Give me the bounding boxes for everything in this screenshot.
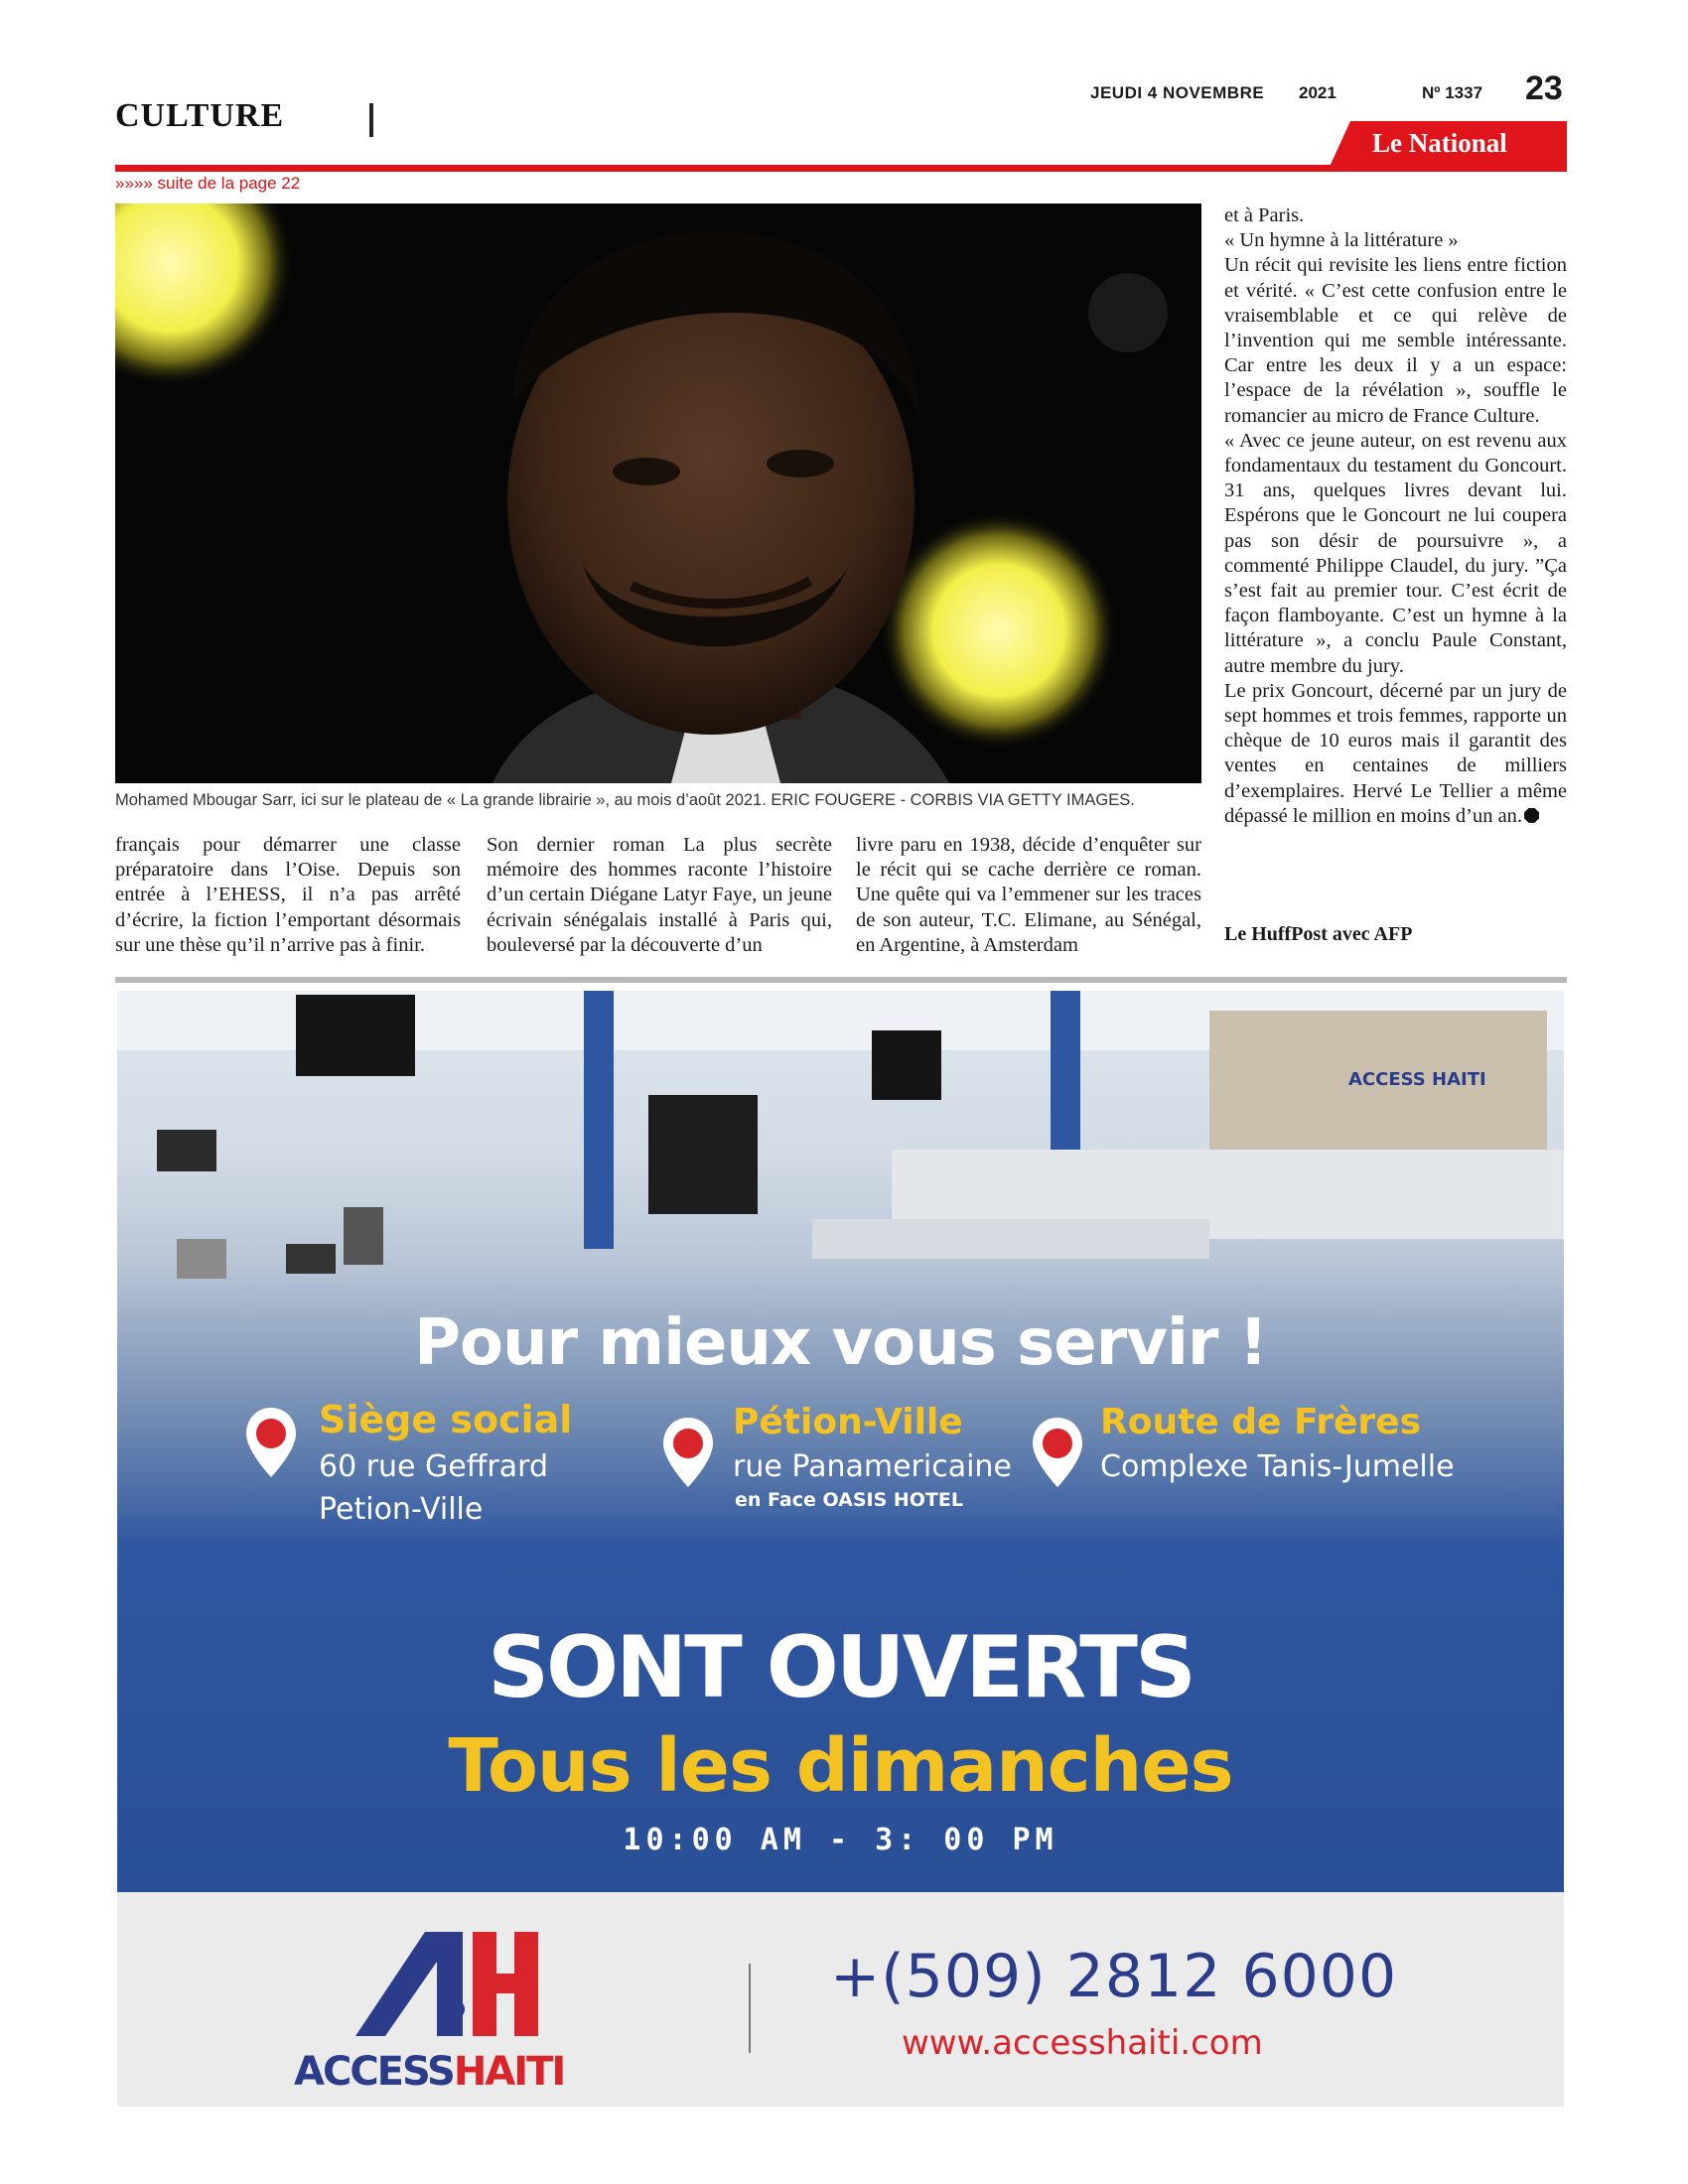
end-of-article-icon [1524, 808, 1539, 823]
ad-divider [749, 1964, 751, 2053]
logo-haiti-text: HAITI [453, 2049, 565, 2095]
location-landmark: en Face OASIS HOTEL [735, 1489, 963, 1511]
photo-caption: Mohamed Mbougar Sarr, ici sur le plateau de « La grande librairie », au mois d’août 2021. ERIC FOUGERE - CORBIS VIA GETTY IMAGES. [115, 791, 1135, 809]
portrait-illustration [115, 204, 1201, 783]
header-rule [115, 165, 1567, 172]
location-title: Route de Frères [1100, 1402, 1422, 1442]
article-byline: Le HuffPost avec AFP [1224, 923, 1413, 945]
ad-days-text: Tous les dimanches [448, 1723, 1233, 1809]
paper-name: Le National [1372, 128, 1507, 158]
continued-from-label: »»»» suite de la page 22 [115, 174, 301, 193]
location-pin-icon [1031, 1416, 1084, 1489]
issue-date: JEUDI 4 NOVEMBRE [1090, 83, 1265, 102]
article-photo [115, 204, 1201, 783]
article-paragraph [1224, 679, 1567, 829]
location-pin-icon [244, 1406, 298, 1479]
access-haiti-logo-icon [346, 1922, 544, 2041]
ad-open-text: SONT OUVERTS [488, 1618, 1194, 1717]
article-column-3 [856, 833, 1201, 958]
location-title: Siège social [319, 1398, 573, 1441]
ad-hours-text: 10:00 AM - 3: 00 PM [623, 1823, 1058, 1857]
ad-phone-number[interactable]: +(509) 2812 6000 [830, 1942, 1398, 2011]
issue-year: 2021 [1299, 83, 1336, 102]
page-number: 23 [1525, 69, 1563, 107]
location-address: 60 rue Geffrard [319, 1449, 548, 1484]
article-text: Le prix Goncourt, décerné par un jury de sept hommes et trois femmes, rapporte un chèque de 10 euros mais il garantit des ventes en centaines de milliers d’exemplaires. Hervé Le Tellier a même dépassé le million en moins d’un an. [1224, 679, 1567, 827]
article-paragraph: livre paru en 1938, décide d’enquêter sur le récit qui se cache derrière ce roman. Une quête qui va l’emmener sur les traces de son auteur, T.C. Elimane, au Sénégal, en Argentine, à Amsterdam [856, 834, 1201, 956]
article-paragraph: français pour démarrer une classe préparatoire dans l’Oise. Depuis son entrée à l’EHESS, il n’a pas arrêté d’écrire, la fiction l’emportant désormais sur une thèse qu’il n’arrive pas à finir. [115, 834, 461, 956]
issue-number: Nº 1337 [1422, 83, 1483, 102]
section-title: CULTURE [115, 97, 285, 134]
article-paragraph: Un récit qui revisite les liens entre fiction et vérité. « C’est cette confusion entre le vraisemblable et ce qui relève de l’invention qui me semble intéressante. Car entre les deux il y a un espace: l’espace de la révélation », souffle le romancier au micro de France Culture. [1224, 254, 1567, 427]
section-divider [369, 103, 373, 137]
access-haiti-advertisement [117, 991, 1564, 2107]
location-pin-icon [661, 1416, 715, 1489]
article-paragraph: « Avec ce jeune auteur, on est revenu aux fondamentaux du testament du Goncourt. 31 ans, quelques livres devant lui. Espérons que le Goncourt ne lui coupera pas son désir de poursuivre », a commenté Philippe Claudel, du jury. ”Ça s’est fait au premier tour. C’est écrit de façon flamboyante. C’est un hymne à la littérature », a conclu Paule Constant, autre membre du jury. [1224, 429, 1567, 677]
location-address: rue Panamericaine [733, 1449, 1012, 1484]
location-title: Pétion-Ville [733, 1402, 963, 1442]
logo-access-text: ACCESS [294, 2049, 454, 2095]
location-city: Petion-Ville [319, 1492, 484, 1527]
article-paragraph: Son dernier roman La plus secrète mémoire des hommes raconte l’histoire d’un certain Diégane Latyr Faye, un jeune écrivain sénégalais installé à Paris qui, bouleversé par la découverte d’un [487, 834, 832, 956]
section-rule [115, 977, 1567, 983]
ad-website-link[interactable]: www.accesshaiti.com [902, 2023, 1263, 2063]
article-column-4 [1224, 204, 1567, 829]
store-sign: ACCESS HAITI [1348, 1069, 1486, 1090]
article-paragraph: et à Paris. [1224, 205, 1305, 226]
article-column-2 [487, 833, 832, 958]
location-address: Complexe Tanis-Jumelle [1100, 1449, 1455, 1484]
article-subheading: « Un hymne à la littérature » [1224, 229, 1459, 252]
ad-headline: Pour mieux vous servir ! [414, 1306, 1267, 1380]
ad-logo-wordmark [294, 2049, 564, 2095]
article-column-1 [115, 833, 461, 958]
